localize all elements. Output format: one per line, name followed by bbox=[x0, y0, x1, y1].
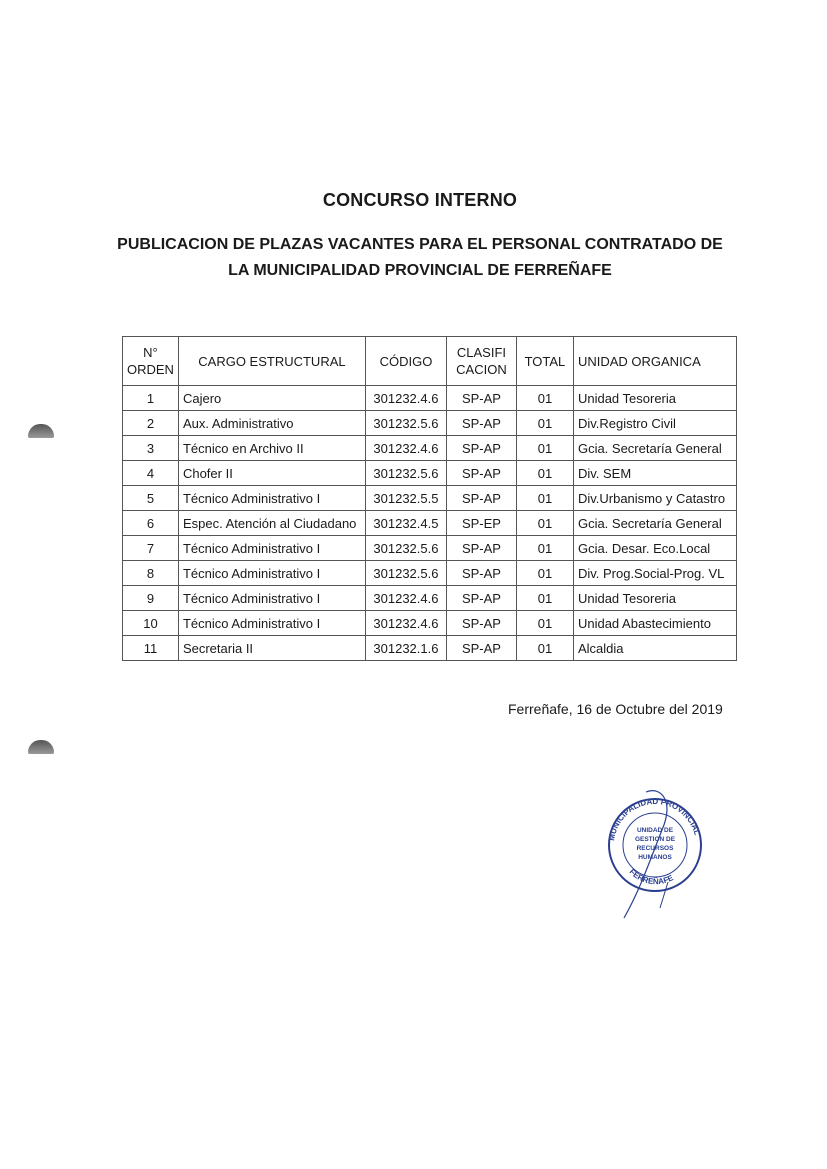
cell-total: 01 bbox=[516, 561, 573, 586]
cell-cargo: Técnico Administrativo I bbox=[178, 486, 365, 511]
cell-orden: 9 bbox=[123, 586, 179, 611]
cell-cargo: Chofer II bbox=[178, 461, 365, 486]
cell-codigo: 301232.5.6 bbox=[365, 461, 446, 486]
table-row bbox=[123, 611, 737, 636]
cell-codigo: 301232.5.5 bbox=[365, 486, 446, 511]
cell-codigo: 301232.5.6 bbox=[365, 561, 446, 586]
cell-codigo: 301232.4.5 bbox=[365, 511, 446, 536]
cell-unidad: Gcia. Secretaría General bbox=[573, 511, 736, 536]
cell-cargo: Técnico Administrativo I bbox=[178, 561, 365, 586]
seal-inner-line3: RECURSOS bbox=[636, 845, 674, 852]
cell-clasificacion: SP-AP bbox=[446, 486, 516, 511]
cell-unidad: Div. SEM bbox=[573, 461, 736, 486]
table-row bbox=[123, 486, 737, 511]
cell-unidad: Alcaldia bbox=[573, 636, 736, 661]
header-orden bbox=[123, 337, 179, 386]
cell-orden: 5 bbox=[123, 486, 179, 511]
cell-clasificacion: SP-AP bbox=[446, 386, 516, 411]
seal-bottom-text: FERREÑAFE bbox=[627, 867, 675, 887]
cell-cargo: Técnico Administrativo I bbox=[178, 586, 365, 611]
table-header-row bbox=[123, 337, 737, 386]
cell-clasificacion: SP-AP bbox=[446, 461, 516, 486]
punch-hole-mark-top bbox=[28, 424, 54, 438]
cell-cargo: Secretaria II bbox=[178, 636, 365, 661]
cell-clasificacion: SP-AP bbox=[446, 636, 516, 661]
header-cargo: CARGO ESTRUCTURAL bbox=[178, 337, 365, 386]
cell-total: 01 bbox=[516, 486, 573, 511]
header-clasif-line2: CACION bbox=[456, 362, 507, 377]
cell-orden: 1 bbox=[123, 386, 179, 411]
cell-codigo: 301232.4.6 bbox=[365, 436, 446, 461]
seal-inner-line2: GESTION DE bbox=[634, 836, 676, 843]
cell-orden: 2 bbox=[123, 411, 179, 436]
header-total: TOTAL bbox=[516, 337, 573, 386]
seal-outer-text: MUNICIPALIDAD PROVINCIAL bbox=[607, 796, 702, 842]
cell-unidad: Gcia. Secretaría General bbox=[573, 436, 736, 461]
cell-clasificacion: SP-AP bbox=[446, 561, 516, 586]
document-subtitle bbox=[100, 232, 740, 284]
cell-clasificacion: SP-AP bbox=[446, 436, 516, 461]
cell-total: 01 bbox=[516, 636, 573, 661]
cell-clasificacion: SP-EP bbox=[446, 511, 516, 536]
cell-codigo: 301232.1.6 bbox=[365, 636, 446, 661]
cell-cargo: Técnico en Archivo II bbox=[178, 436, 365, 461]
cell-total: 01 bbox=[516, 411, 573, 436]
seal-graphic bbox=[600, 790, 710, 930]
vacancies-table bbox=[122, 336, 737, 661]
header-clasif-line1: CLASIFI bbox=[456, 345, 507, 360]
seal-inner-line1: UNIDAD DE bbox=[636, 827, 674, 834]
cell-cargo: Espec. Atención al Ciudadano bbox=[178, 511, 365, 536]
header-orden-line1: N° bbox=[143, 345, 158, 360]
cell-orden: 3 bbox=[123, 436, 179, 461]
cell-clasificacion: SP-AP bbox=[446, 411, 516, 436]
cell-unidad: Unidad Abastecimiento bbox=[573, 611, 736, 636]
cell-clasificacion: SP-AP bbox=[446, 611, 516, 636]
cell-total: 01 bbox=[516, 536, 573, 561]
cell-orden: 6 bbox=[123, 511, 179, 536]
cell-orden: 8 bbox=[123, 561, 179, 586]
cell-codigo: 301232.5.6 bbox=[365, 536, 446, 561]
table-row bbox=[123, 411, 737, 436]
punch-hole-mark-bottom bbox=[28, 740, 54, 754]
cell-codigo: 301232.4.6 bbox=[365, 586, 446, 611]
table-row bbox=[123, 461, 737, 486]
subtitle-line-2: LA MUNICIPALIDAD PROVINCIAL DE FERREÑAFE bbox=[228, 262, 612, 279]
official-seal bbox=[600, 790, 710, 935]
table-row bbox=[123, 636, 737, 661]
cell-unidad: Unidad Tesoreria bbox=[573, 586, 736, 611]
cell-orden: 7 bbox=[123, 536, 179, 561]
cell-total: 01 bbox=[516, 586, 573, 611]
cell-codigo: 301232.5.6 bbox=[365, 411, 446, 436]
cell-codigo: 301232.4.6 bbox=[365, 386, 446, 411]
cell-clasificacion: SP-AP bbox=[446, 586, 516, 611]
date-line: Ferreñafe, 16 de Octubre del 2019 bbox=[508, 701, 723, 717]
seal-inner-line4: HUMANOS bbox=[638, 854, 672, 861]
cell-orden: 4 bbox=[123, 461, 179, 486]
header-orden-line2: ORDEN bbox=[127, 362, 174, 377]
cell-total: 01 bbox=[516, 461, 573, 486]
cell-cargo: Aux. Administrativo bbox=[178, 411, 365, 436]
document-title: CONCURSO INTERNO bbox=[322, 190, 518, 210]
cell-cargo: Técnico Administrativo I bbox=[178, 611, 365, 636]
cell-orden: 11 bbox=[123, 636, 179, 661]
cell-clasificacion: SP-AP bbox=[446, 536, 516, 561]
table-row bbox=[123, 436, 737, 461]
header-clasificacion bbox=[446, 337, 516, 386]
header-codigo: CÓDIGO bbox=[365, 337, 446, 386]
cell-total: 01 bbox=[516, 436, 573, 461]
cell-unidad: Gcia. Desar. Eco.Local bbox=[573, 536, 736, 561]
cell-total: 01 bbox=[516, 611, 573, 636]
signature-stroke-2 bbox=[660, 882, 668, 908]
cell-unidad: Unidad Tesoreria bbox=[573, 386, 736, 411]
cell-unidad: Div.Urbanismo y Catastro bbox=[573, 486, 736, 511]
subtitle-line-1: PUBLICACION DE PLAZAS VACANTES PARA EL PERSONAL CONTRATADO DE bbox=[117, 236, 723, 253]
cell-cargo: Cajero bbox=[178, 386, 365, 411]
table-body bbox=[123, 386, 737, 661]
cell-orden: 10 bbox=[123, 611, 179, 636]
header-unidad: UNIDAD ORGANICA bbox=[573, 337, 736, 386]
table-row bbox=[123, 536, 737, 561]
table-row bbox=[123, 586, 737, 611]
table-row bbox=[123, 561, 737, 586]
table-row bbox=[123, 386, 737, 411]
cell-unidad: Div. Prog.Social-Prog. VL bbox=[573, 561, 736, 586]
cell-total: 01 bbox=[516, 511, 573, 536]
table-row bbox=[123, 511, 737, 536]
cell-codigo: 301232.4.6 bbox=[365, 611, 446, 636]
cell-total: 01 bbox=[516, 386, 573, 411]
cell-cargo: Técnico Administrativo I bbox=[178, 536, 365, 561]
cell-unidad: Div.Registro Civil bbox=[573, 411, 736, 436]
